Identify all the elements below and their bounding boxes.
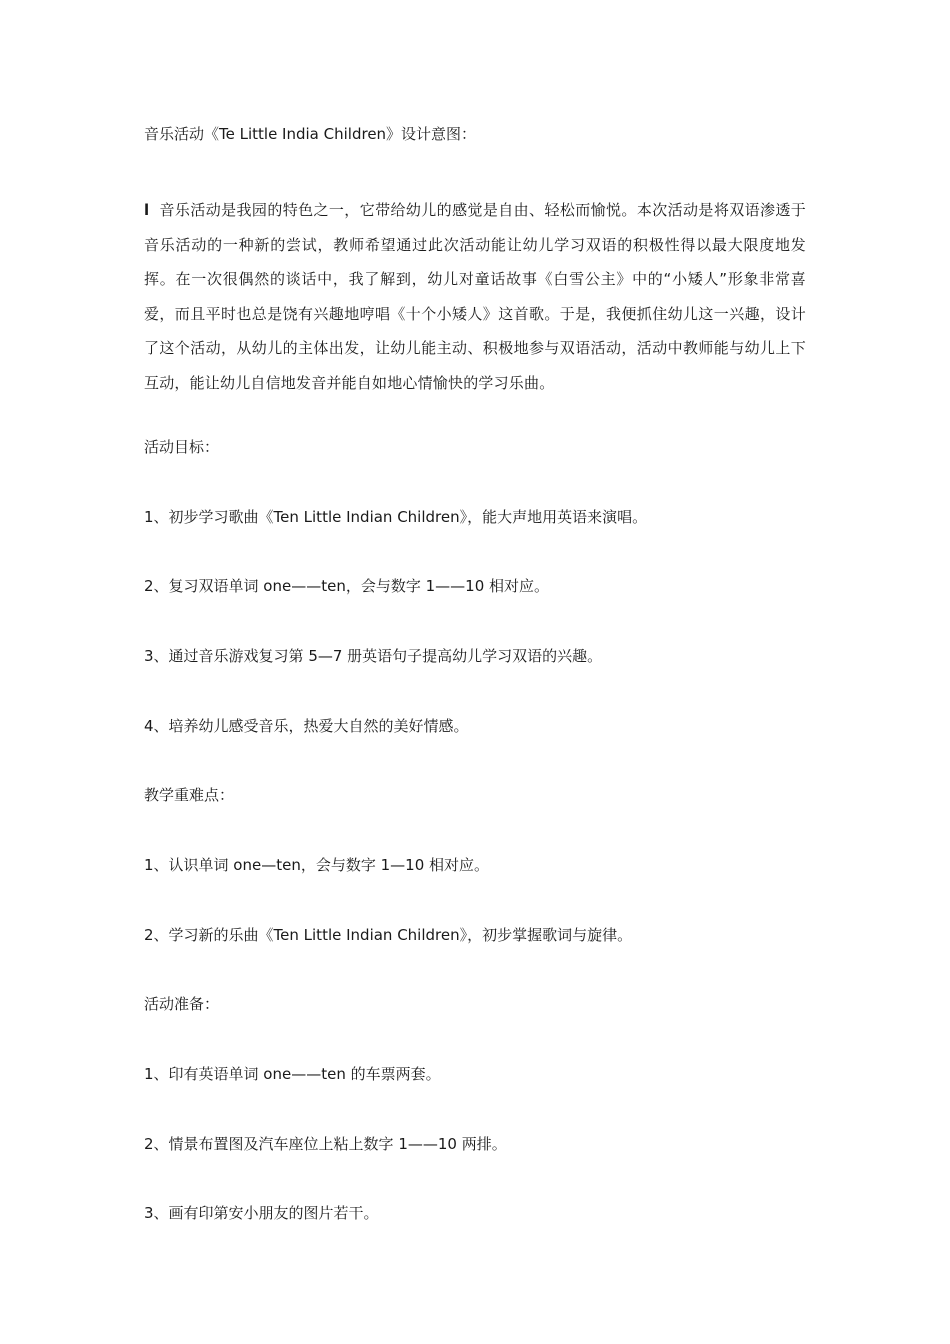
document-title: 音乐活动《Te Little India Children》设计意图： xyxy=(144,125,477,143)
key-points-heading: 教学重难点： xyxy=(144,786,235,804)
goal-item-2: 2、复习双语单词 one——ten，会与数字 1——10 相对应。 xyxy=(144,577,550,595)
key-point-item-2: 2、学习新的乐曲《Ten Little Indian Children》，初步掌握歌词与旋律。 xyxy=(144,926,633,944)
goals-heading: 活动目标： xyxy=(144,438,220,456)
preparation-item-2: 2、情景布置图及汽车座位上粘上数字 1——10 两排。 xyxy=(144,1135,507,1153)
goal-item-4: 4、培养幼儿感受音乐，热爱大自然的美好情感。 xyxy=(144,717,469,735)
intro-paragraph xyxy=(144,193,806,401)
key-point-item-1: 1、认识单词 one—ten，会与数字 1—10 相对应。 xyxy=(144,856,490,874)
preparation-item-3: 3、画有印第安小朋友的图片若干。 xyxy=(144,1204,379,1222)
goal-item-3: 3、通过音乐游戏复习第 5—7 册英语句子提高幼儿学习双语的兴趣。 xyxy=(144,647,603,665)
preparation-heading: 活动准备： xyxy=(144,995,220,1013)
preparation-item-1: 1、印有英语单词 one——ten 的车票两套。 xyxy=(144,1065,441,1083)
goal-item-1: 1、初步学习歌曲《Ten Little Indian Children》，能大声地用英语来演唱。 xyxy=(144,508,648,526)
bullet-marker: l xyxy=(144,201,150,219)
intro-text: 音乐活动是我园的特色之一，它带给幼儿的感觉是自由、轻松而愉悦。本次活动是将双语渗透于音乐活动的一种新的尝试，教师希望通过此次活动能让幼儿学习双语的积极性得以最大限度地发挥。在一次很偶然的谈话中，我了解到，幼儿对童话故事《白雪公主》中的“小矮人”形象非常喜爱，而且平时也总是饶有兴趣地哼唱《十个小矮人》这首歌。于是，我便抓住幼儿这一兴趣，设计了这个活动，从幼儿的主体出发，让幼儿能主动、积极地参与双语活动，活动中教师能与幼儿上下互动，能让幼儿自信地发音并能自如地心情愉快的学习乐曲。 xyxy=(144,201,806,392)
